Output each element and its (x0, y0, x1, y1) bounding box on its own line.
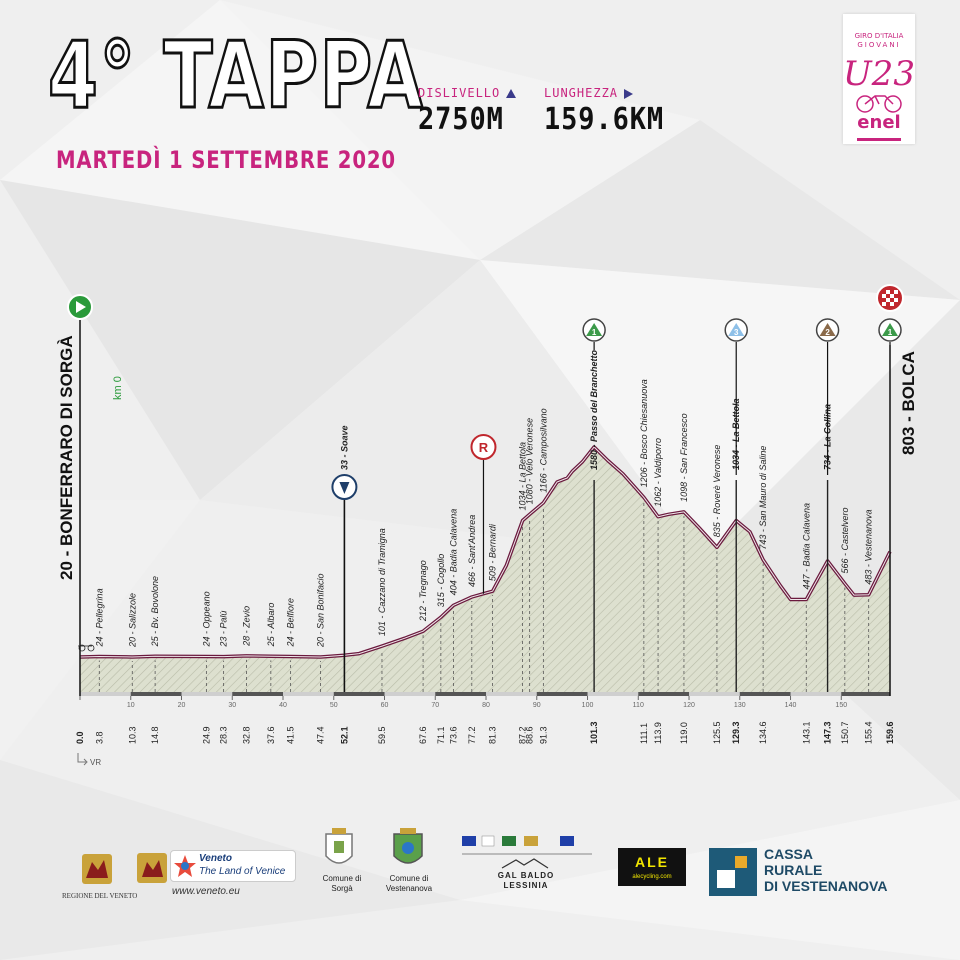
checkered-flag-icon (890, 302, 894, 306)
comune-vestenanova-line2: Vestenanova (385, 884, 433, 893)
vr-label: VR (90, 758, 102, 767)
waypoint-km-label: 41.5 (285, 726, 296, 744)
waypoint-km-label: 155.4 (863, 721, 874, 744)
x-tick-label: 100 (581, 702, 594, 709)
waypoint-km-label: 87.2 (517, 726, 528, 744)
waypoint-label: 404 - Badia Calavena (448, 508, 459, 596)
waypoint-label: 24 - Belfiore (285, 597, 296, 647)
comune-vestenanova-line1: Comune di (389, 874, 429, 883)
axis-segment (841, 692, 890, 696)
climb-category: 3 (733, 328, 739, 337)
waypoint-label: 24 - Pellegrina (94, 588, 105, 647)
veneto-star-icon (173, 854, 197, 878)
waypoint-km-label: 143.1 (801, 721, 812, 744)
stage-date: MARTEDÌ 1 SETTEMBRE 2020 (56, 146, 396, 174)
waypoint-km-label: 88.6 (524, 726, 535, 744)
waypoint-label: 447 - Badia Calavena (801, 502, 812, 590)
lunghezza-label-text: LUNGHEZZA (544, 86, 619, 100)
cassa-rurale-logo (709, 848, 757, 896)
x-tick-label: 50 (329, 702, 338, 709)
waypoint-km-label: 125.5 (711, 721, 722, 744)
gal-mountain-icon (500, 858, 550, 870)
comune-sorga-line1: Comune di (322, 874, 362, 883)
ale-logo (618, 848, 686, 886)
gal-line2: LESSINIA (503, 881, 549, 890)
ale-logo-text: ALE (635, 854, 669, 870)
x-tick-label: 30 (228, 702, 237, 709)
checkered-flag-icon (894, 302, 898, 306)
waypoint-km-label: 14.8 (150, 726, 161, 744)
waypoint-label: 25 - Bv. Bovolone (150, 575, 161, 647)
checkered-flag-icon (890, 298, 894, 302)
waypoint-km-label: 129.3 (731, 721, 742, 744)
sorga-coat-of-arms-icon (322, 826, 356, 872)
regione-veneto-lion-icon (78, 850, 116, 888)
axis-segment (232, 692, 283, 696)
veneto-url: www.veneto.eu (172, 886, 240, 897)
waypoint-label: 24 - Oppeano (201, 591, 212, 647)
x-tick-label: 140 (784, 702, 797, 709)
climb-category: 1 (591, 328, 597, 337)
waypoint-km-label: 73.6 (448, 726, 459, 744)
waypoint-km-label: 47.4 (315, 726, 326, 744)
start-label: 20 - BONFERRARO DI SORGÀ (57, 335, 76, 580)
waypoint-km-label: 119.0 (678, 722, 689, 744)
waypoint-km-label: 67.6 (418, 726, 429, 744)
waypoint-label: 101 - Cazzano di Tramigna (376, 528, 387, 637)
waypoint-km-label: 134.6 (758, 721, 769, 744)
x-tick-label: 110 (632, 702, 644, 709)
veneto-title: Veneto (199, 853, 232, 864)
waypoint-label: 315 - Cogollo (435, 553, 446, 608)
checkered-flag-icon (890, 290, 894, 294)
waypoint-km-label: 150.7 (839, 721, 850, 744)
waypoint-label: 1034 - La Bettola (731, 398, 742, 470)
checkered-flag-icon (886, 294, 890, 298)
checkered-flag-icon (890, 294, 894, 298)
logo-main: U23 (843, 54, 915, 94)
logo-sponsor: enel (857, 112, 901, 133)
eu-funding-logos (462, 834, 582, 852)
cassa-white-square-icon (717, 870, 735, 888)
x-tick-label: 60 (380, 702, 389, 709)
vr-arrow-icon (78, 753, 87, 765)
axis-segment (638, 692, 689, 696)
climb-category: 1 (887, 328, 893, 337)
checkered-flag-icon (894, 298, 898, 302)
waypoint-km-label: 81.3 (487, 726, 498, 744)
waypoint-label: 212 - Tregnago (418, 560, 429, 622)
waypoint-label: 1034 - La Bettola (517, 441, 528, 511)
checkered-flag-icon (886, 298, 890, 302)
waypoint-label: 1080 - Velo Veronese (524, 417, 535, 505)
waypoint-label: 33 - Soave (339, 425, 350, 470)
logo-line1: GIRO D'ITALIA (854, 32, 904, 40)
axis-segment (131, 692, 182, 696)
checkered-flag-icon (882, 294, 886, 298)
x-tick-label: 40 (279, 702, 287, 709)
waypoint-label: 20 - Salizzole (127, 592, 138, 647)
axis-segment (740, 692, 791, 696)
waypoint-km-label: 52.1 (339, 726, 350, 744)
comune-sorga-line2: Sorgà (331, 884, 353, 893)
x-tick-label: 70 (431, 702, 440, 709)
waypoint-km-label: 59.5 (376, 726, 387, 744)
waypoint-km-label: 32.8 (241, 726, 252, 744)
cassa-line2: RURALE (764, 862, 823, 878)
dislivello-label-text: DISLIVELLO (418, 86, 501, 100)
refreshment-letter: R (478, 440, 489, 455)
waypoint-km-label: 24.9 (201, 726, 212, 744)
dislivello-value: 2750M (418, 102, 504, 137)
checkered-flag-icon (886, 290, 890, 294)
waypoint-label: 743 - San Mauro di Saline (758, 445, 769, 550)
eu-funding-text-line (462, 853, 592, 855)
checkered-flag-icon (894, 294, 898, 298)
waypoint-label: 1166 - Camposilvano (538, 408, 549, 493)
cassa-square-icon (735, 856, 747, 868)
waypoint-km-label: 111.1 (638, 722, 649, 744)
checkered-flag-icon (882, 302, 886, 306)
x-tick-label: 80 (482, 702, 490, 709)
x-tick-label: 130 (733, 702, 746, 709)
vestenanova-coat-of-arms-icon (390, 826, 426, 872)
waypoint-label: 734 - La Collina (822, 403, 833, 470)
lunghezza-value: 159.6KM (544, 102, 665, 137)
checkered-flag-icon (894, 290, 898, 294)
waypoint-label: 835 - Roverè Veronese (711, 444, 722, 538)
checkered-flag-icon (882, 290, 886, 294)
waypoint-km-label: 10.3 (127, 726, 138, 744)
waypoint-km-label: 159.6 (885, 721, 895, 744)
waypoint-km-label: 37.6 (265, 726, 276, 744)
waypoint-label: 466 - Sant'Andrea (466, 514, 477, 587)
x-tick-label: 20 (177, 702, 186, 709)
x-tick-label: 90 (532, 702, 541, 709)
climb-category: 2 (825, 328, 830, 337)
x-tick-label: 150 (835, 702, 848, 709)
waypoint-label: 566 - Castelvero (839, 507, 850, 574)
waypoint-km-label: 91.3 (538, 726, 549, 744)
waypoint-label: 20 - San Bonifacio (315, 573, 326, 647)
waypoint-km-label: 71.1 (435, 726, 446, 744)
axis-segment (334, 692, 385, 696)
x-tick-label: 10 (126, 702, 135, 709)
checkered-flag-icon (886, 302, 890, 306)
waypoint-label: 509 - Bernardi (487, 524, 498, 582)
waypoint-label: 1206 - Bosco Chiesanuova (638, 379, 649, 488)
waypoint-km-label: 101.3 (589, 721, 600, 744)
finish-label: 803 - BOLCA (899, 351, 918, 455)
checkered-flag-icon (882, 298, 886, 302)
waypoint-label: 23 - Palù (218, 610, 229, 647)
cassa-line1: CASSA (764, 846, 814, 862)
stage-title: 4° TAPPA (48, 22, 425, 129)
waypoint-label: 1580 - Passo del Branchetto (589, 349, 600, 470)
logo-line2: GIOVANI (857, 41, 901, 49)
waypoint-km-label: 77.2 (466, 726, 477, 744)
x-tick-label: 120 (683, 702, 695, 709)
km0-label: km 0 (112, 376, 124, 400)
waypoint-km-label: 113.9 (653, 722, 664, 744)
waypoint-km-label: 147.3 (822, 721, 833, 744)
waypoint-label: 483 - Vestenanova (863, 509, 874, 585)
veneto-banner (170, 850, 296, 882)
veneto-subtitle: The Land of Venice (199, 866, 286, 877)
axis-segment (435, 692, 486, 696)
waypoint-km-label: 28.3 (218, 726, 229, 744)
waypoint-km-label: 0.0 (75, 731, 85, 744)
waypoint-label: 28 - Zevio (241, 605, 252, 646)
regione-label: REGIONE DEL VENETO (62, 892, 138, 900)
waypoint-label: 1062 - Valdiporro (653, 438, 664, 507)
waypoint-km-label: 3.8 (94, 731, 105, 744)
cassa-line3: DI VESTENANOVA (764, 878, 888, 894)
ale-url: alecycling.com (632, 874, 672, 880)
axis-segment (537, 692, 588, 696)
waypoint-label: 25 - Albaro (265, 602, 276, 647)
waypoint-label: 1098 - San Francesco (678, 413, 689, 502)
gal-line1: GAL BALDO (497, 871, 555, 880)
veneto-lion-icon (134, 850, 170, 886)
